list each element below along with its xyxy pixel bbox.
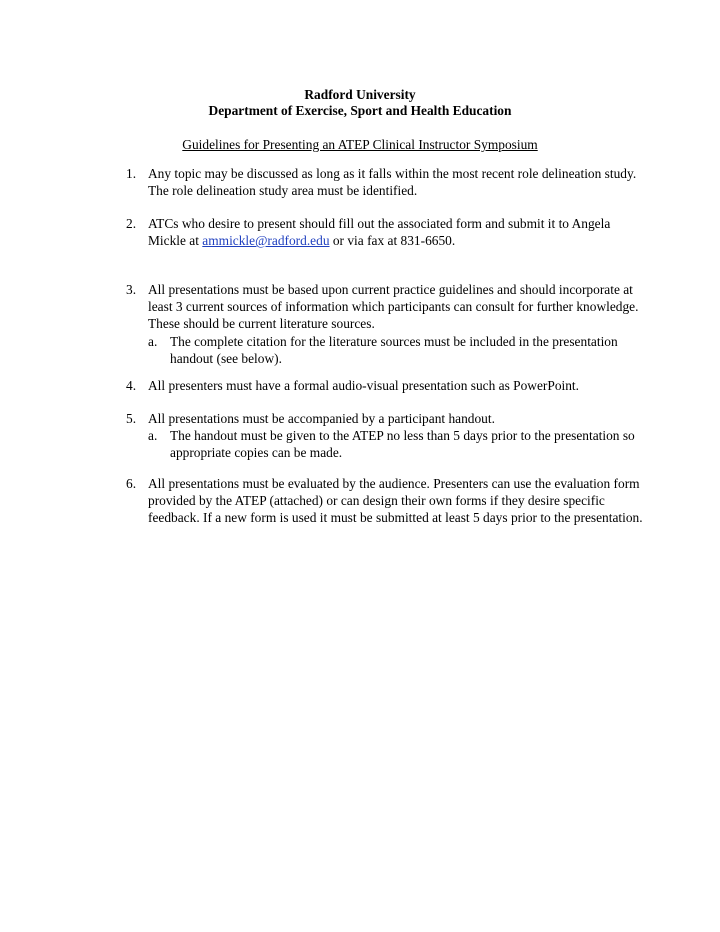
sub-item-letter: a. <box>148 333 158 349</box>
item-text: All presenters must have a formal audio-visual presentation such as PowerPoint. <box>148 378 580 393</box>
item-number: 3. <box>126 282 137 297</box>
list-item-1 <box>126 165 646 199</box>
sub-item-letter: a. <box>148 428 158 444</box>
item-text-after-email: or via fax at 831-6650. <box>329 233 456 249</box>
list-item-4 <box>126 377 646 394</box>
item-text: All presentations must be evaluated by the audience. Presenters can use the evaluation form provided by the ATEP (attached) or can design their own forms if they desire specific feedback. If a new form is used it must be submitted at least 5 days prior to the presentation. <box>148 476 643 526</box>
email-link[interactable]: ammickle@radford.edu <box>202 233 330 249</box>
item-number: 4. <box>126 378 137 393</box>
list-item-5 <box>126 410 646 462</box>
list-item-3 <box>126 281 646 367</box>
document-subtitle: Guidelines for Presenting an ATEP Clinical Instructor Symposium <box>182 137 538 152</box>
item-text: All presentations must be based upon current practice guidelines and should incorporate at least 3 current sources of information which participants can consult for further knowledge. These should be current literature sources. <box>148 282 639 332</box>
item-number: 2. <box>126 216 137 231</box>
item-text <box>148 215 646 249</box>
sub-item <box>148 333 646 367</box>
university-title: Radford University <box>304 87 416 102</box>
item-text-before-email: ATCs who desire to present should fill out the associated form and submit it to Angela Mickle at <box>148 216 611 249</box>
item-number: 6. <box>126 476 137 491</box>
item-number: 1. <box>126 166 137 181</box>
item-text: All presentations must be accompanied by a participant handout. <box>148 411 495 426</box>
sub-item-text: The complete citation for the literature sources must be included in the presentation handout (see below). <box>170 333 618 366</box>
sub-item-text: The handout must be given to the ATEP no less than 5 days prior to the presentation so appropriate copies can be made. <box>170 428 635 461</box>
list-item-6 <box>126 475 646 527</box>
sub-item <box>148 427 646 461</box>
list-item-2 <box>126 215 646 249</box>
item-number: 5. <box>126 411 137 426</box>
department-title: Department of Exercise, Sport and Health Education <box>208 103 512 118</box>
item-text: Any topic may be discussed as long as it falls within the most recent role delineation study. The role delineation study area must be identified. <box>148 166 637 199</box>
